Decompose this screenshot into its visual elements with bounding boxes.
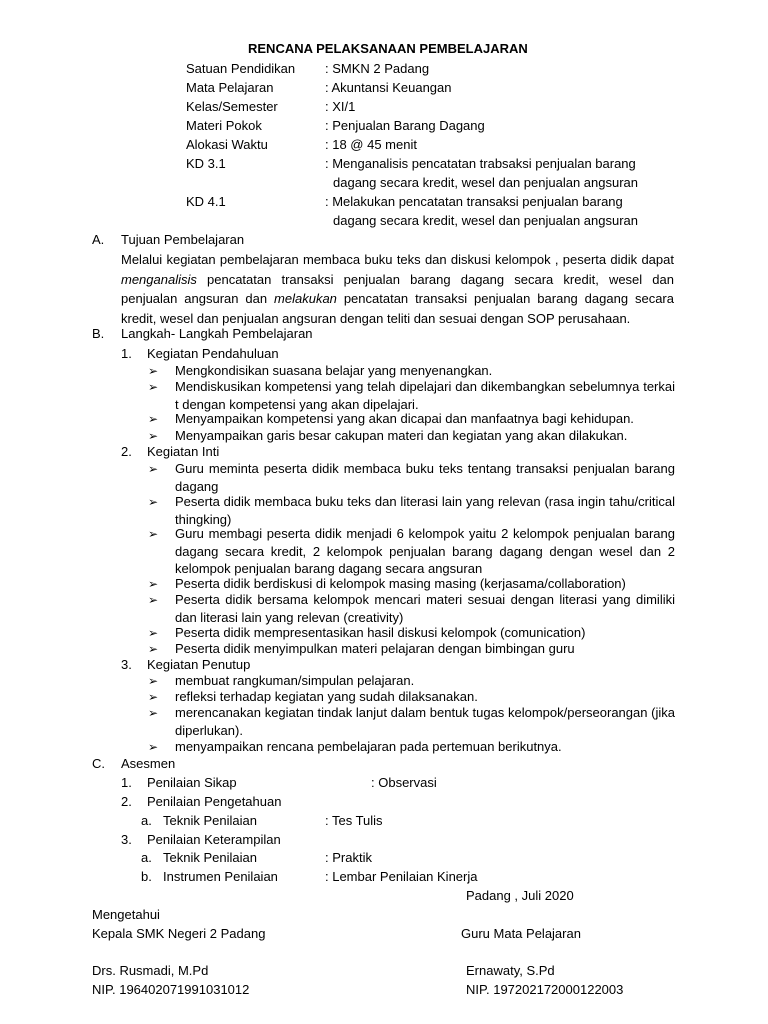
list-item: Peserta didik membaca buku teks dan literasi lain yang relevan (rasa ingin tahu/critical thingking)	[175, 494, 675, 527]
list-item: Peserta didik mempresentasikan hasil diskusi kelompok (comunication)	[175, 625, 586, 640]
objective-paragraph	[121, 250, 674, 328]
header-value-continued: dagang secara kredit, wesel dan penjualan angsuran	[333, 213, 638, 228]
arrow-bullet-icon: ➢	[148, 527, 159, 541]
assessment-subvalue: : Tes Tulis	[325, 813, 383, 828]
emphasis-text: menganalisis	[121, 271, 197, 287]
list-item: membuat rangkuman/simpulan pelajaran.	[175, 673, 415, 688]
header-label: Alokasi Waktu	[186, 137, 268, 152]
assessment-number: 3.	[121, 832, 132, 847]
list-item: Peserta didik menyimpulkan materi pelajaran dengan bimbingan guru	[175, 641, 575, 656]
list-item: Peserta didik bersama kelompok mencari materi sesuai dengan literasi yang dimiliki dan literasi lain yang relevan (creativity)	[175, 592, 675, 625]
assessment-sublabel: Teknik Penilaian	[163, 850, 257, 865]
arrow-bullet-icon: ➢	[148, 642, 159, 656]
teacher-nip: NIP. 197202172000122003	[466, 982, 624, 997]
list-item: Menyampaikan garis besar cakupan materi dan kegiatan yang akan dilakukan.	[175, 428, 628, 443]
arrow-bullet-icon: ➢	[148, 495, 159, 509]
paragraph-text: pencatatan transaksi penjualan barang dagang secara kredit, wesel dan	[196, 271, 674, 287]
header-label: Satuan Pendidikan	[186, 61, 296, 76]
section-title: Tujuan Pembelajaran	[121, 232, 245, 247]
header-label: Mata Pelajaran	[186, 80, 274, 95]
list-item: Mendiskusikan kompetensi yang telah dipelajari dan dikembangkan sebelumnya terkai t dengan kompetensi yang akan dipelajari.	[175, 379, 675, 412]
step-number: 3.	[121, 657, 132, 672]
list-item: merencanakan kegiatan tindak lanjut dalam bentuk tugas kelompok/perseorangan (jika diperlukan).	[175, 705, 675, 738]
paragraph-text: penjualan angsuran dan	[121, 291, 275, 306]
paragraph-line: kredit, wesel dan penjualan angsuran dengan teliti dan sesuai dengan SOP perusahaan.	[121, 310, 631, 326]
section-title: Langkah- Langkah Pembelajaran	[121, 326, 313, 341]
header-value: : Akuntansi Keuangan	[325, 80, 452, 95]
assessment-number: 2.	[121, 794, 132, 809]
arrow-bullet-icon: ➢	[148, 429, 159, 443]
section-letter: C.	[92, 756, 105, 771]
emphasis-text: melakukan	[274, 291, 337, 306]
teacher-name: Ernawaty, S.Pd	[466, 963, 555, 978]
arrow-bullet-icon: ➢	[148, 706, 159, 720]
step-title: Kegiatan Pendahuluan	[147, 346, 279, 361]
assessment-sublabel: Instrumen Penilaian	[163, 869, 278, 884]
arrow-bullet-icon: ➢	[148, 740, 159, 754]
assessment-sublabel: Teknik Penilaian	[163, 813, 257, 828]
assessment-value: : Observasi	[371, 775, 437, 790]
paragraph-line	[121, 289, 674, 309]
header-label: Materi Pokok	[186, 118, 262, 133]
header-value: : XI/1	[325, 99, 356, 114]
list-item: Mengkondisikan suasana belajar yang menyenangkan.	[175, 363, 493, 378]
header-label: KD 4.1	[186, 194, 226, 209]
assessment-label: Penilaian Keterampilan	[147, 832, 281, 847]
arrow-bullet-icon: ➢	[148, 412, 159, 426]
header-value: : Menganalisis pencatatan trabsaksi penjualan barang	[325, 156, 636, 171]
principal-nip: NIP. 196402071991031012	[92, 982, 250, 997]
list-item: menyampaikan rencana pembelajaran pada pertemuan berikutnya.	[175, 739, 562, 754]
arrow-bullet-icon: ➢	[148, 674, 159, 688]
arrow-bullet-icon: ➢	[148, 577, 159, 591]
assessment-subvalue: : Praktik	[325, 850, 372, 865]
list-item: Menyampaikan kompetensi yang akan dicapai dan manfaatnya bagi kehidupan.	[175, 411, 634, 426]
teacher-role: Guru Mata Pelajaran	[461, 926, 581, 941]
arrow-bullet-icon: ➢	[148, 690, 159, 704]
arrow-bullet-icon: ➢	[148, 593, 159, 607]
header-value: : SMKN 2 Padang	[325, 61, 430, 76]
assessment-subletter: a.	[141, 850, 152, 865]
assessment-label: Penilaian Pengetahuan	[147, 794, 282, 809]
arrow-bullet-icon: ➢	[148, 364, 159, 378]
list-item: Peserta didik berdiskusi di kelompok masing masing (kerjasama/collaboration)	[175, 576, 626, 591]
section-title: Asesmen	[121, 756, 176, 771]
paragraph-line	[121, 270, 674, 290]
assessment-number: 1.	[121, 775, 132, 790]
assessment-label: Penilaian Sikap	[147, 775, 237, 790]
document-title: RENCANA PELAKSANAAN PEMBELAJARAN	[248, 41, 528, 56]
acknowledged-label: Mengetahui	[92, 907, 160, 922]
list-item: Guru membagi peserta didik menjadi 6 kelompok yaitu 2 kelompok penjualan barang dagang secara kredit, 2 kelompok penjualan barang dagang dengan wesel dan 2 kelompok penjualan barang dagang secara angsuran	[175, 526, 675, 576]
step-number: 1.	[121, 346, 132, 361]
arrow-bullet-icon: ➢	[148, 462, 159, 476]
assessment-subletter: a.	[141, 813, 152, 828]
paragraph-text: pencatatan transaksi penjualan barang dagang secara	[336, 291, 674, 306]
list-item: refleksi terhadap kegiatan yang sudah dilaksanakan.	[175, 689, 478, 704]
step-number: 2.	[121, 444, 132, 459]
section-letter: B.	[92, 326, 105, 341]
section-letter: A.	[92, 232, 105, 247]
assessment-subletter: b.	[141, 869, 152, 884]
list-item: Guru meminta peserta didik membaca buku teks tentang transaksi penjualan barang dagang	[175, 461, 675, 494]
place-date: Padang , Juli 2020	[466, 888, 574, 903]
principal-name: Drs. Rusmadi, M.Pd	[92, 963, 209, 978]
header-value: : 18 @ 45 menit	[325, 137, 417, 152]
header-value: : Penjualan Barang Dagang	[325, 118, 485, 133]
header-label: Kelas/Semester	[186, 99, 278, 114]
header-value-continued: dagang secara kredit, wesel dan penjualan angsuran	[333, 175, 638, 190]
header-value: : Melakukan pencatatan transaksi penjualan barang	[325, 194, 623, 209]
step-title: Kegiatan Inti	[147, 444, 220, 459]
arrow-bullet-icon: ➢	[148, 626, 159, 640]
arrow-bullet-icon: ➢	[148, 380, 159, 394]
assessment-subvalue: : Lembar Penilaian Kinerja	[325, 869, 478, 884]
header-label: KD 3.1	[186, 156, 226, 171]
step-title: Kegiatan Penutup	[147, 657, 251, 672]
paragraph-line: Melalui kegiatan pembelajaran membaca buku teks dan diskusi kelompok , peserta didik dapat	[121, 252, 674, 267]
principal-role: Kepala SMK Negeri 2 Padang	[92, 926, 266, 941]
